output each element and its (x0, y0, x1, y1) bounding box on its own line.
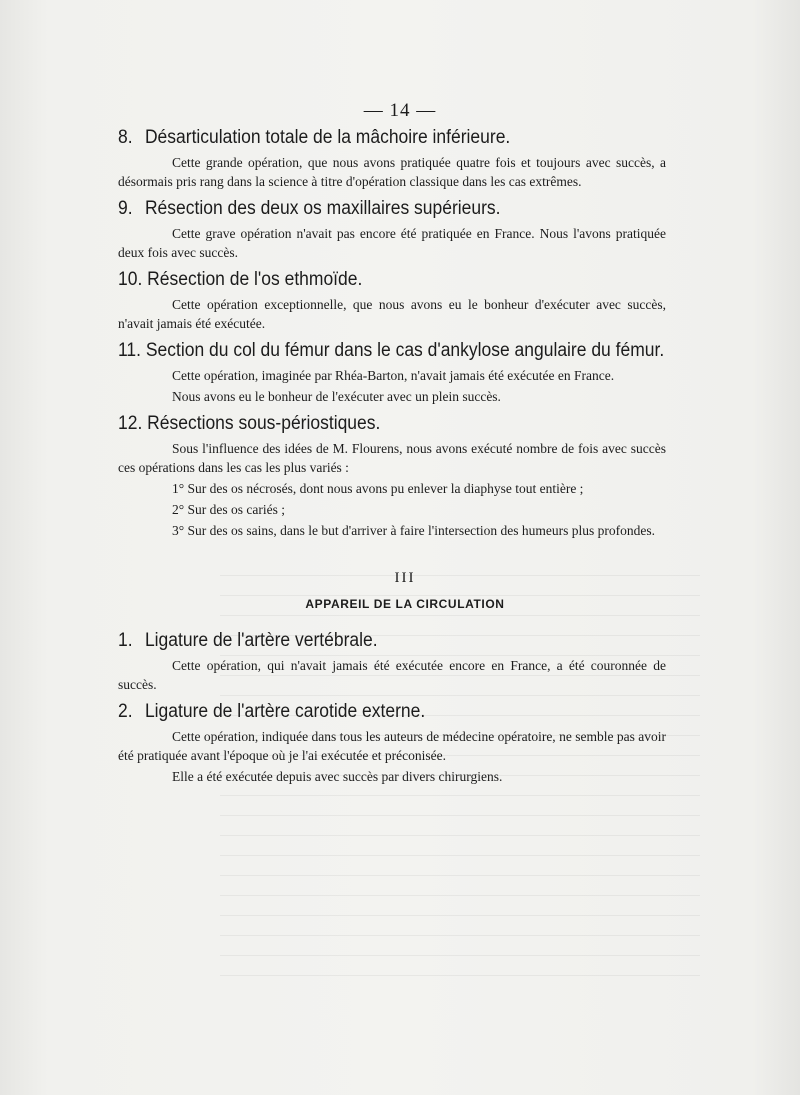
item-title: Section du col du fémur dans le cas d'ankylose angulaire du fémur. (145, 340, 665, 361)
item-title: Résection de l'os ethmoïde. (147, 269, 363, 290)
item-title: Ligature de l'artère vertébrale. (144, 630, 378, 651)
page-content (118, 100, 666, 792)
paragraph: Cette grave opération n'avait pas encore été pratiquée en France. Nous l'avons pratiquée deux fois avec succès. (118, 226, 666, 260)
item-number: 10. (118, 269, 143, 290)
item-heading (118, 700, 622, 724)
item-heading (118, 629, 622, 653)
item-number: 11. (118, 340, 142, 361)
item-heading (118, 412, 622, 436)
item-number: 9. (118, 198, 133, 219)
item-number: 2. (118, 701, 133, 722)
item-heading (118, 126, 622, 150)
paragraph: Cette opération, imaginée par Rhéa-Barton, n'avait jamais été exécutée en France. (172, 368, 615, 383)
item-number: 1. (118, 630, 133, 651)
section-title: APPAREIL DE LA CIRCULATION (305, 597, 505, 611)
paragraph: Cette opération exceptionnelle, que nous avons eu le bonheur d'exécuter avec succès, n'avait jamais été exécutée. (118, 297, 666, 331)
section-numeral: III (394, 570, 416, 586)
paragraph: Nous avons eu le bonheur de l'exécuter avec un plein succès. (172, 389, 501, 404)
list-item: 3° Sur des os sains, dans le but d'arriver à faire l'intersection des humeurs plus profondes. (172, 523, 656, 538)
paragraph: Cette opération, indiquée dans tous les auteurs de médecine opératoire, ne semble pas avoir été pratiquée avant l'époque où je l'ai exécutée et préconisée. (118, 729, 666, 763)
item-heading (118, 197, 622, 221)
page-number: — 14 — (363, 100, 437, 121)
paragraph: Elle a été exécutée depuis avec succès par divers chirurgiens. (172, 769, 503, 784)
item-number: 8. (118, 127, 133, 148)
paragraph: Cette grande opération, que nous avons pratiquée quatre fois et toujours avec succès, a désormais pris rang dans la science à titre d'opération classique dans les cas extrêmes. (118, 155, 666, 189)
list-item: 1° Sur des os nécrosés, dont nous avons pu enlever la diaphyse tout entière ; (172, 481, 584, 496)
paragraph: Cette opération, qui n'avait jamais été exécutée encore en France, a été couronnée de succès. (118, 658, 666, 692)
item-number: 12. (118, 413, 143, 434)
item-title: Désarticulation totale de la mâchoire inférieure. (144, 127, 511, 148)
item-title: Résections sous-périostiques. (147, 413, 381, 434)
item-title: Ligature de l'artère carotide externe. (144, 701, 426, 722)
item-heading (118, 268, 622, 292)
item-title: Résection des deux os maxillaires supérieurs. (144, 198, 501, 219)
list-item: 2° Sur des os cariés ; (172, 502, 286, 517)
item-heading (118, 339, 666, 363)
paragraph: Sous l'influence des idées de M. Flourens, nous avons exécuté nombre de fois avec succès ces opérations dans les cas les plus variés : (118, 441, 666, 475)
